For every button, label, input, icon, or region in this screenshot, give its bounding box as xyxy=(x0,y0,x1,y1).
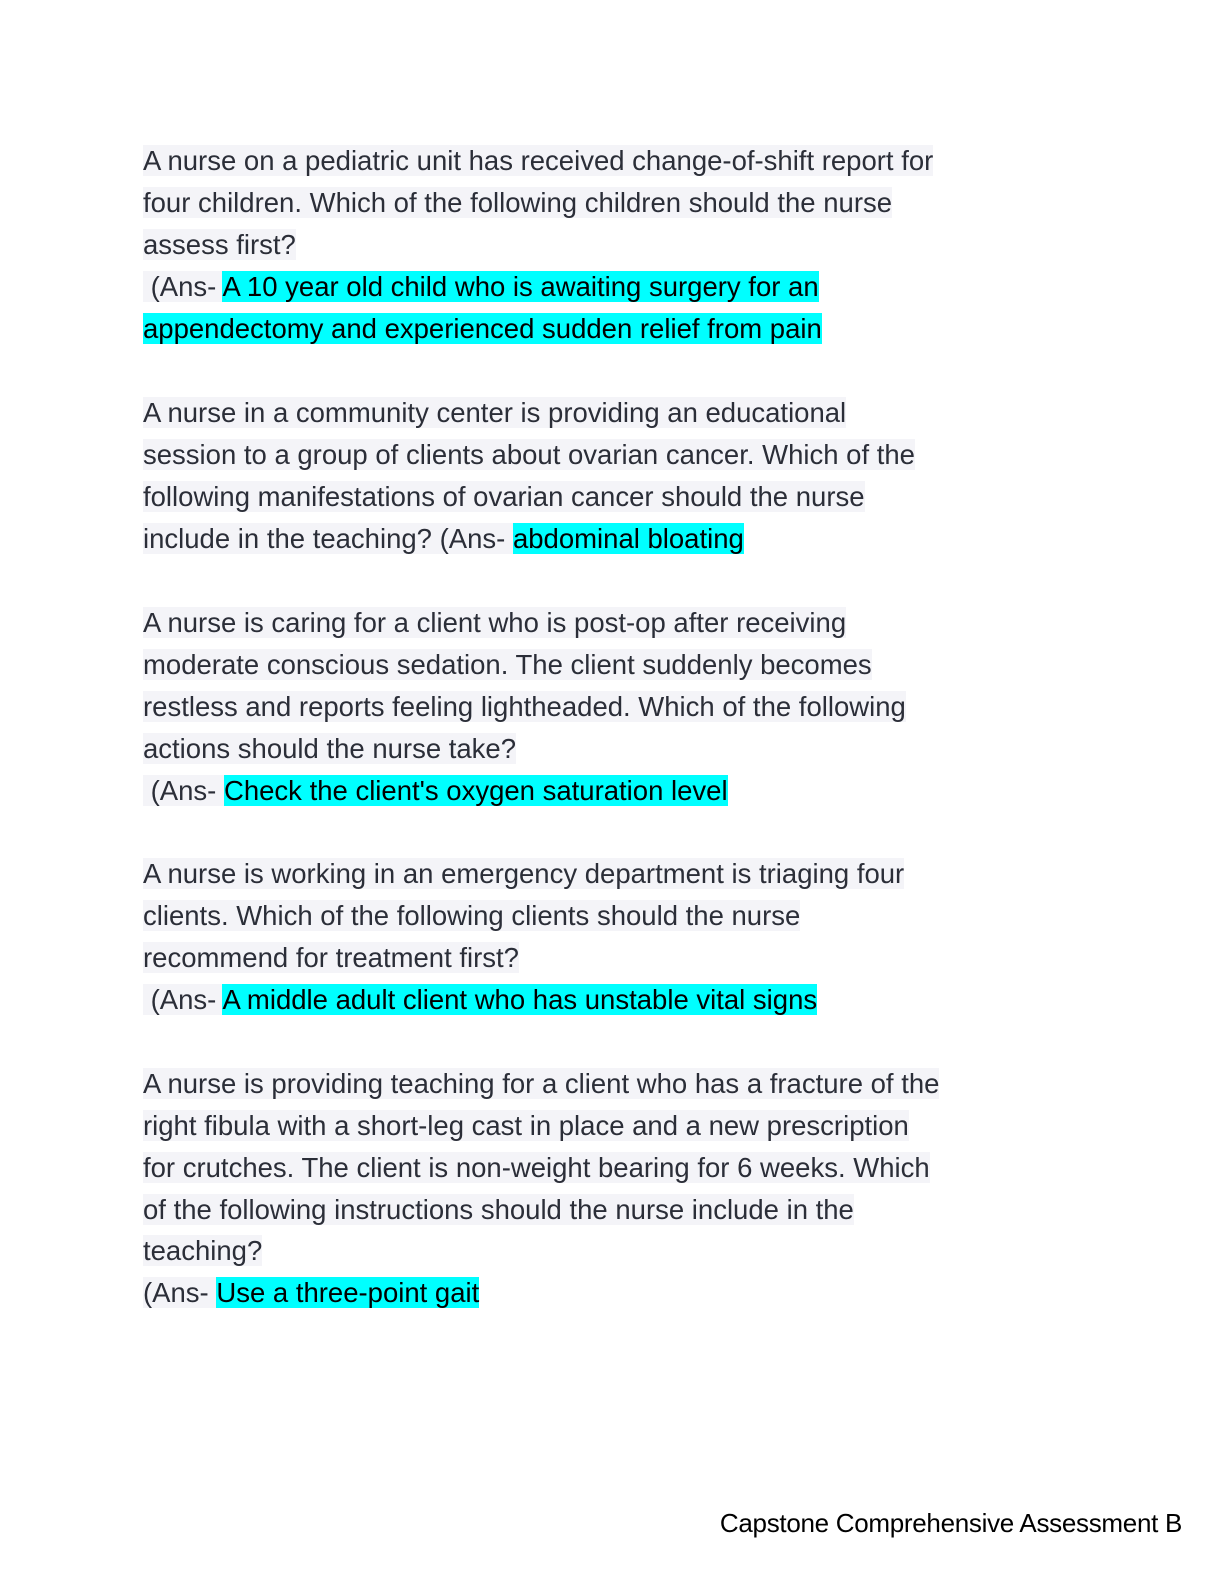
question-4-line-2: clients. Which of the following clients should the nurse xyxy=(143,900,801,931)
question-5-line-1: A nurse is providing teaching for a client who has a fracture of the xyxy=(143,1068,940,1099)
answer-highlight: abdominal bloating xyxy=(512,523,744,554)
question-5-line-2: right fibula with a short-leg cast in place and a new prescription xyxy=(143,1110,909,1141)
question-4-line-1: A nurse is working in an emergency department is triaging four xyxy=(143,858,905,889)
answer-highlight: Check the client's oxygen saturation level xyxy=(223,775,728,806)
answer-4: (Ans- A middle adult client who has unstable vital signs xyxy=(143,984,818,1015)
question-2-line-4: include in the teaching? (Ans- abdominal bloating xyxy=(143,523,744,554)
question-5-line-3: for crutches. The client is non-weight bearing for 6 weeks. Which xyxy=(143,1152,930,1183)
answer-5: (Ans- Use a three-point gait xyxy=(143,1277,480,1308)
question-1-line-2: four children. Which of the following children should the nurse xyxy=(143,187,893,218)
question-4-line-3: recommend for treatment first? xyxy=(143,942,519,973)
question-3-line-4: actions should the nurse take? xyxy=(143,733,517,764)
answer-1-line-1: (Ans- A 10 year old child who is awaiting surgery for an xyxy=(143,271,819,302)
answer-highlight: appendectomy and experienced sudden relief from pain xyxy=(143,313,822,344)
question-1-line-3: assess first? xyxy=(143,229,296,260)
answer-highlight: Use a three-point gait xyxy=(216,1277,480,1308)
question-2-line-1: A nurse in a community center is providing an educational xyxy=(143,397,847,428)
question-1-line-1: A nurse on a pediatric unit has received change-of-shift report for xyxy=(143,145,934,176)
question-5-line-4: of the following instructions should the nurse include in the xyxy=(143,1194,854,1225)
question-5-line-5: teaching? xyxy=(143,1235,263,1266)
question-3-line-2: moderate conscious sedation. The client suddenly becomes xyxy=(143,649,872,680)
answer-highlight: A 10 year old child who is awaiting surgery for an xyxy=(222,271,819,302)
question-2-line-3: following manifestations of ovarian cancer should the nurse xyxy=(143,481,865,512)
answer-highlight: A middle adult client who has unstable vital signs xyxy=(222,984,818,1015)
question-3-line-1: A nurse is caring for a client who is post-op after receiving xyxy=(143,607,847,638)
footer-title: Capstone Comprehensive Assessment B xyxy=(719,1508,1182,1538)
answer-3: (Ans- Check the client's oxygen saturation level xyxy=(143,775,728,806)
answer-1-line-2 xyxy=(143,309,822,349)
question-3-line-3: restless and reports feeling lightheaded. Which of the following xyxy=(143,691,906,722)
question-2-line-2: session to a group of clients about ovarian cancer. Which of the xyxy=(143,439,915,470)
